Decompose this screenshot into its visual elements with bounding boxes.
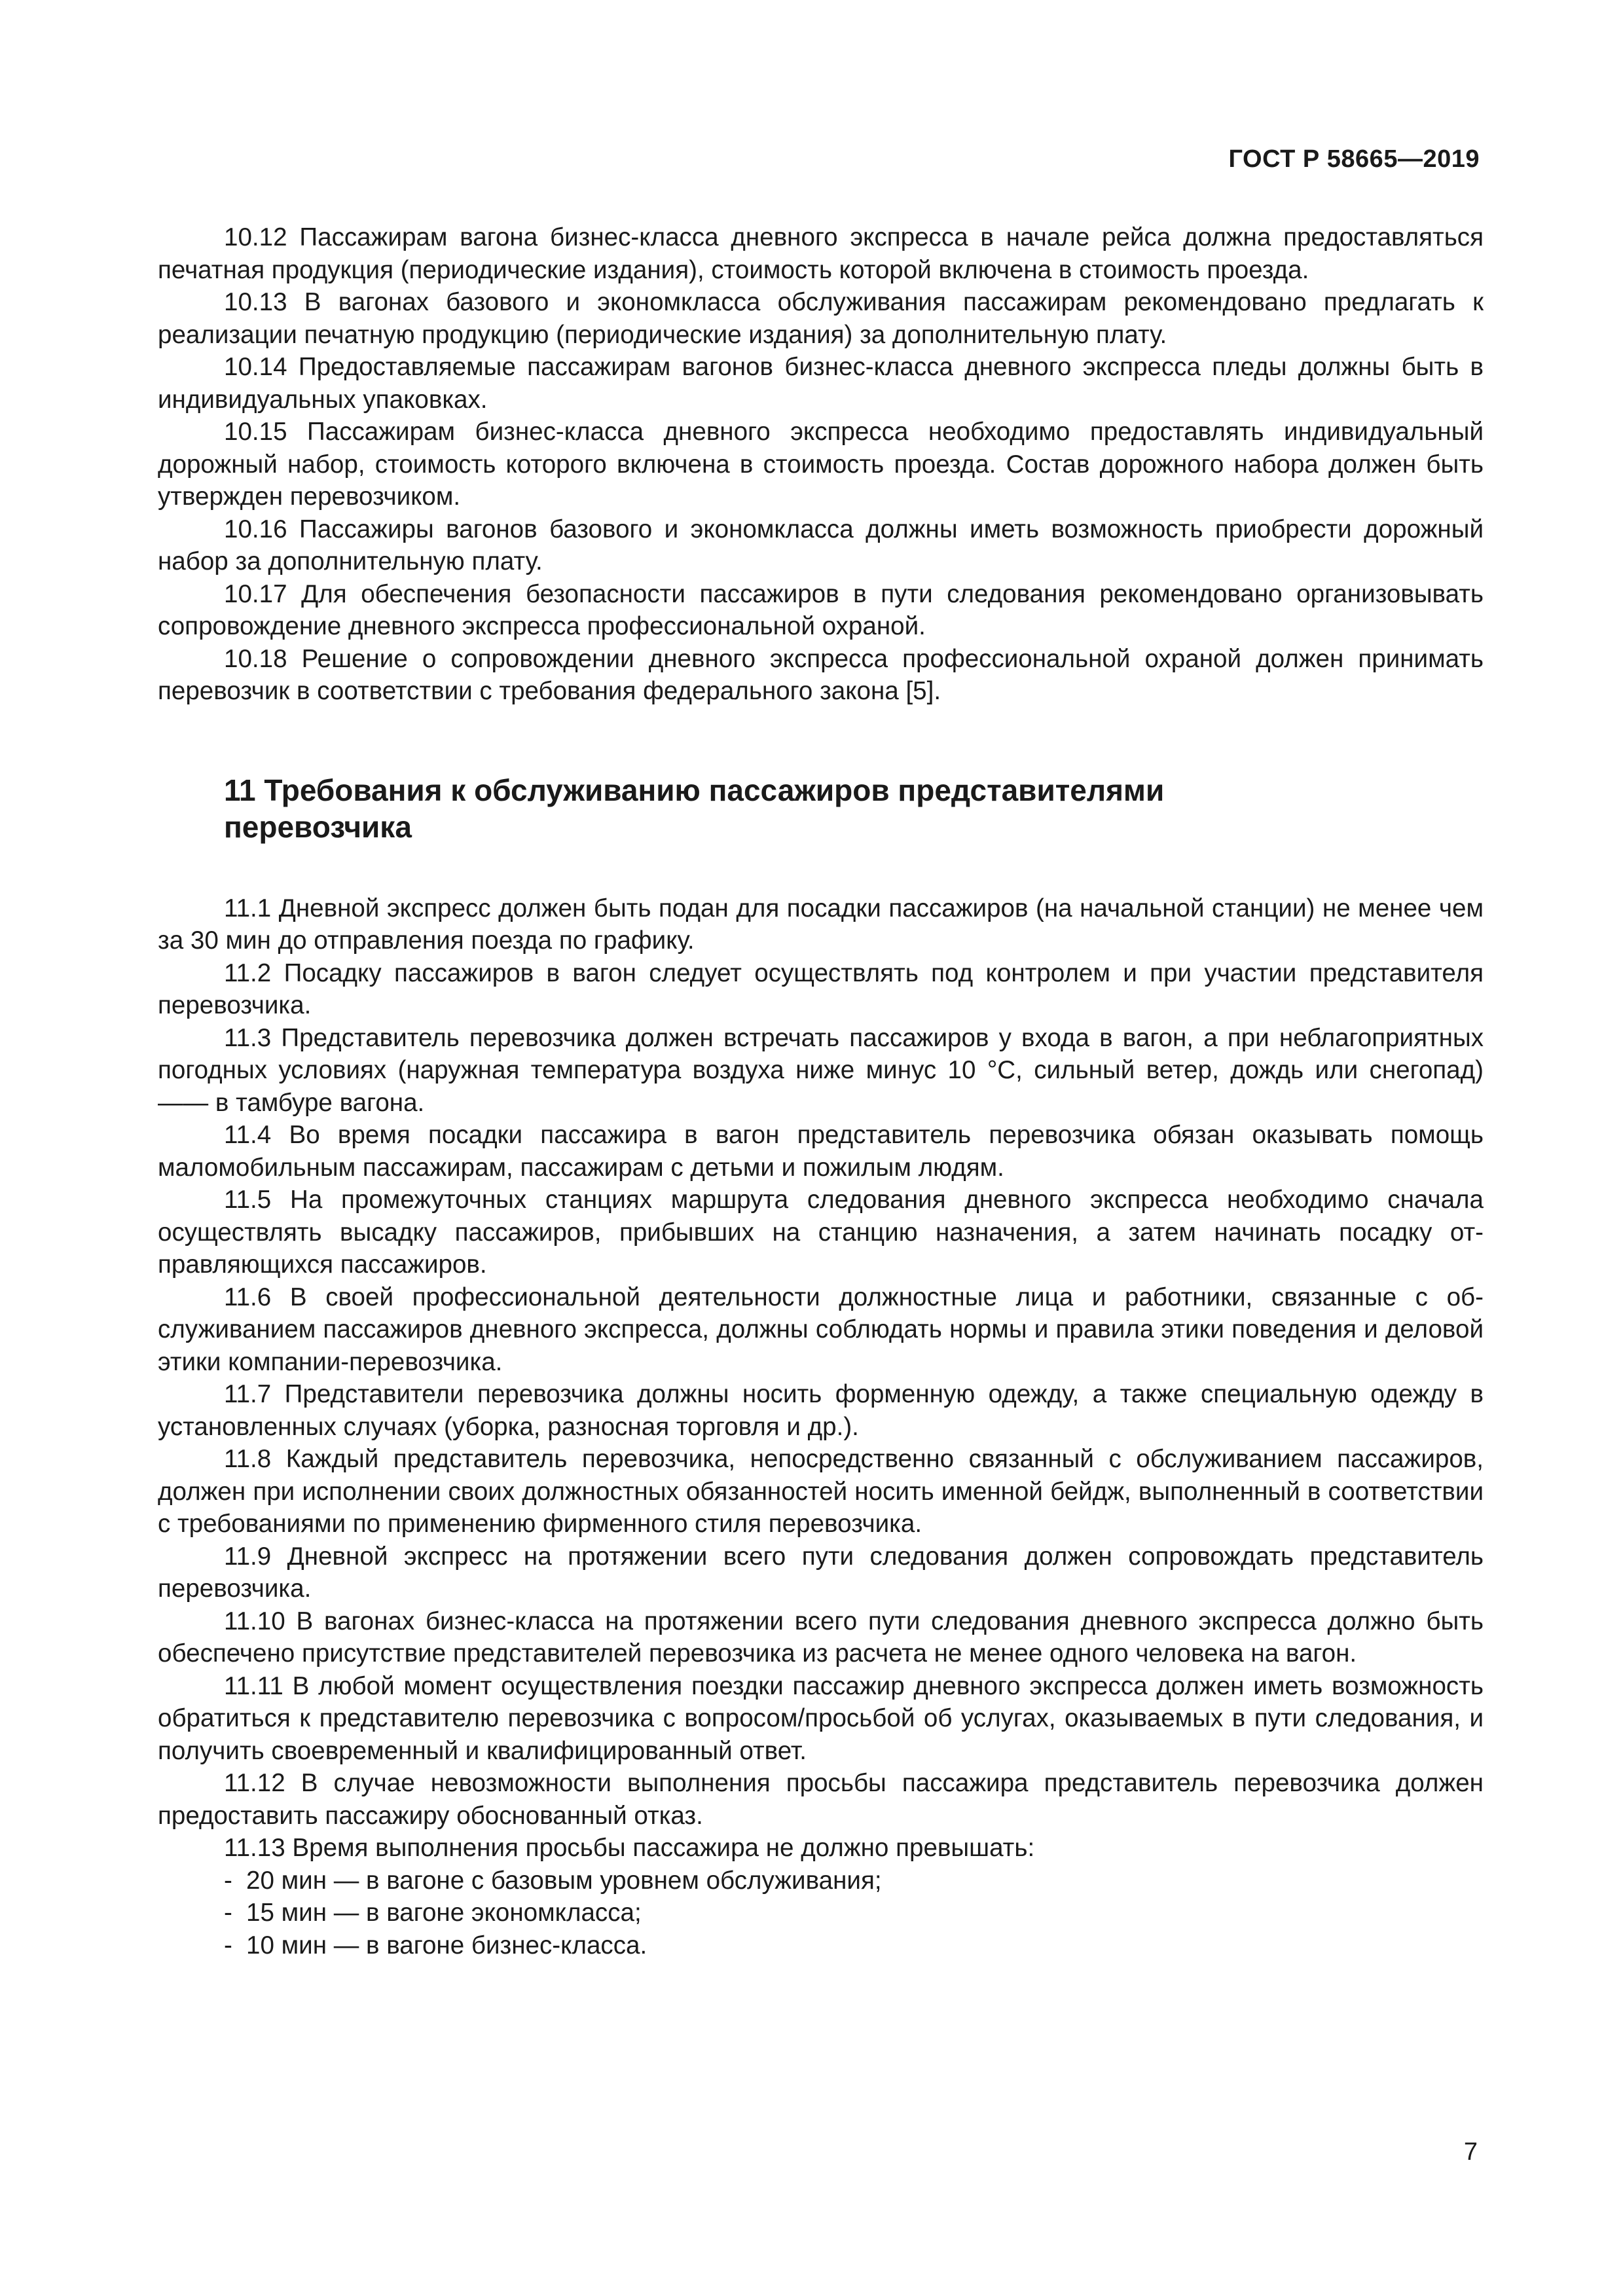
paragraph-11-1: 11.1 Дневной экспресс должен быть подан для посадки пассажиров (на начальной станции) не менее чем за 30 мин до отправления поезда по графику.: [158, 894, 1484, 955]
paragraph-10-14: 10.14 Предоставляемые пассажирам вагонов бизнес-класса дневного экспресса пледы должны быть в индивидуальных упаковках.: [158, 353, 1484, 414]
paragraph-11-6: 11.6 В своей профессиональной деятельности должностные лица и работники, связанные с обслуживанием пассажиров дневного экспресса, должны соблюдать нормы и правила этики поведения и деловой этики компании-перевозчика.: [158, 1283, 1484, 1376]
list-item-text: 10 мин — в вагоне бизнес-класса.: [246, 1931, 647, 1959]
paragraph-11-2: 11.2 Посадку пассажиров в вагон следует осуществлять под контролем и при участии представителя перевозчика.: [158, 958, 1484, 1019]
list-item-text: 15 мин — в вагоне экономкласса;: [246, 1899, 642, 1927]
paragraph-11-4: 11.4 Во время посадки пассажира в вагон представитель перевозчика обязан оказывать помощь маломобильным пассажирам, пассажирам с детьми и пожилым людям.: [158, 1121, 1484, 1182]
paragraph-11-9: 11.9 Дневной экспресс на протяжении всего пути следования должен сопровождать представитель перевозчика.: [158, 1542, 1484, 1603]
paragraph-11-12: 11.12 В случае невозможности выполнения просьбы пассажира представитель перевозчика должен предоставить пассажиру обоснованный отказ.: [158, 1769, 1484, 1830]
paragraph-10-13: 10.13 В вагонах базового и экономкласса обслуживания пассажирам рекомендовано предлагать к реализации печатную продукцию (периодические издания) за дополнительную плату.: [158, 288, 1484, 349]
list-marker: -: [224, 1866, 232, 1895]
paragraph-10-12: 10.12 Пассажирам вагона бизнес-класса дневного экспресса в начале рейса должна предоставляться печатная продукция (периодические издания), стоимость которой включена в стоимость проезда.: [158, 223, 1484, 284]
paragraph-11-13: 11.13 Время выполнения просьбы пассажира не должно превышать:: [224, 1834, 1035, 1862]
paragraph-11-8: 11.8 Каждый представитель перевозчика, непосредственно связанный с обслуживанием пассажиров, должен при исполнении своих должностных обязанностей носить именной бейдж, выполненный в соответствии с требованиями по применению фирменного стиля перевозчика.: [158, 1445, 1484, 1538]
paragraph-10-17: 10.17 Для обеспечения безопасности пассажиров в пути следования рекомендовано организовывать сопровождение дневного экспресса профессиональной охраной.: [158, 579, 1484, 640]
paragraph-11-5: 11.5 На промежуточных станциях маршрута следования дневного экспресса необходимо сначала осуществлять высадку пассажиров, прибывших на станцию назначения, а затем начинать посадку отправляющихся пассажиров.: [158, 1186, 1484, 1279]
document-code: ГОСТ Р 58665—2019: [1228, 145, 1480, 173]
list-item-text: 20 мин — в вагоне с базовым уровнем обслуживания;: [246, 1866, 882, 1895]
list-item: [158, 1929, 1484, 1962]
paragraph-11-10: 11.10 В вагонах бизнес-класса на протяжении всего пути следования дневного экспресса должно быть обеспечено присутствие представителей перевозчика из расчета не менее одного человека на вагон.: [158, 1607, 1484, 1667]
paragraph-10-15: 10.15 Пассажирам бизнес-класса дневного экспресса необходимо предоставлять индивидуальный дорожный набор, стоимость которого включена в стоимость проезда. Состав дорожного набора должен быть утвержден перевозчиком.: [158, 418, 1484, 511]
paragraph-10-18: 10.18 Решение о сопровождении дневного экспресса профессиональной охраной должен принимать перевозчик в соответствии с требования федерального закона [5].: [158, 644, 1484, 705]
paragraph-10-16: 10.16 Пассажиры вагонов базового и экономкласса должны иметь возможность приобрести дорожный набор за дополнительную плату.: [158, 515, 1484, 575]
paragraph-11-7: 11.7 Представители перевозчика должны носить форменную одежду, а также специальную одежду в установленных случаях (уборка, разносная торговля и др.).: [158, 1380, 1484, 1441]
list-item: [158, 1897, 1484, 1929]
paragraph-11-3: 11.3 Представитель перевозчика должен встречать пассажиров у входа в вагон, а при неблагоприятных погодных условиях (наружная температура воздуха ниже минус 10 °С, сильный ветер, дождь или снегопад) —— в тамбуре вагона.: [158, 1023, 1484, 1117]
section-11-heading: 11 Требования к обслуживанию пассажиров представителями перевозчика: [224, 773, 1165, 844]
paragraph-11-11: 11.11 В любой момент осуществления поездки пассажир дневного экспресса должен иметь возможность обратиться к представителю перевозчика с вопросом/просьбой об услугах, оказываемых в пути следования, и получить своевременный и квалифицированный ответ.: [158, 1671, 1484, 1765]
list-marker: -: [224, 1899, 232, 1927]
page-content: [158, 221, 1484, 1961]
page-number: 7: [1463, 2138, 1478, 2166]
time-limits-list: [158, 1865, 1484, 1962]
list-item: [158, 1865, 1484, 1897]
list-marker: -: [224, 1931, 232, 1959]
